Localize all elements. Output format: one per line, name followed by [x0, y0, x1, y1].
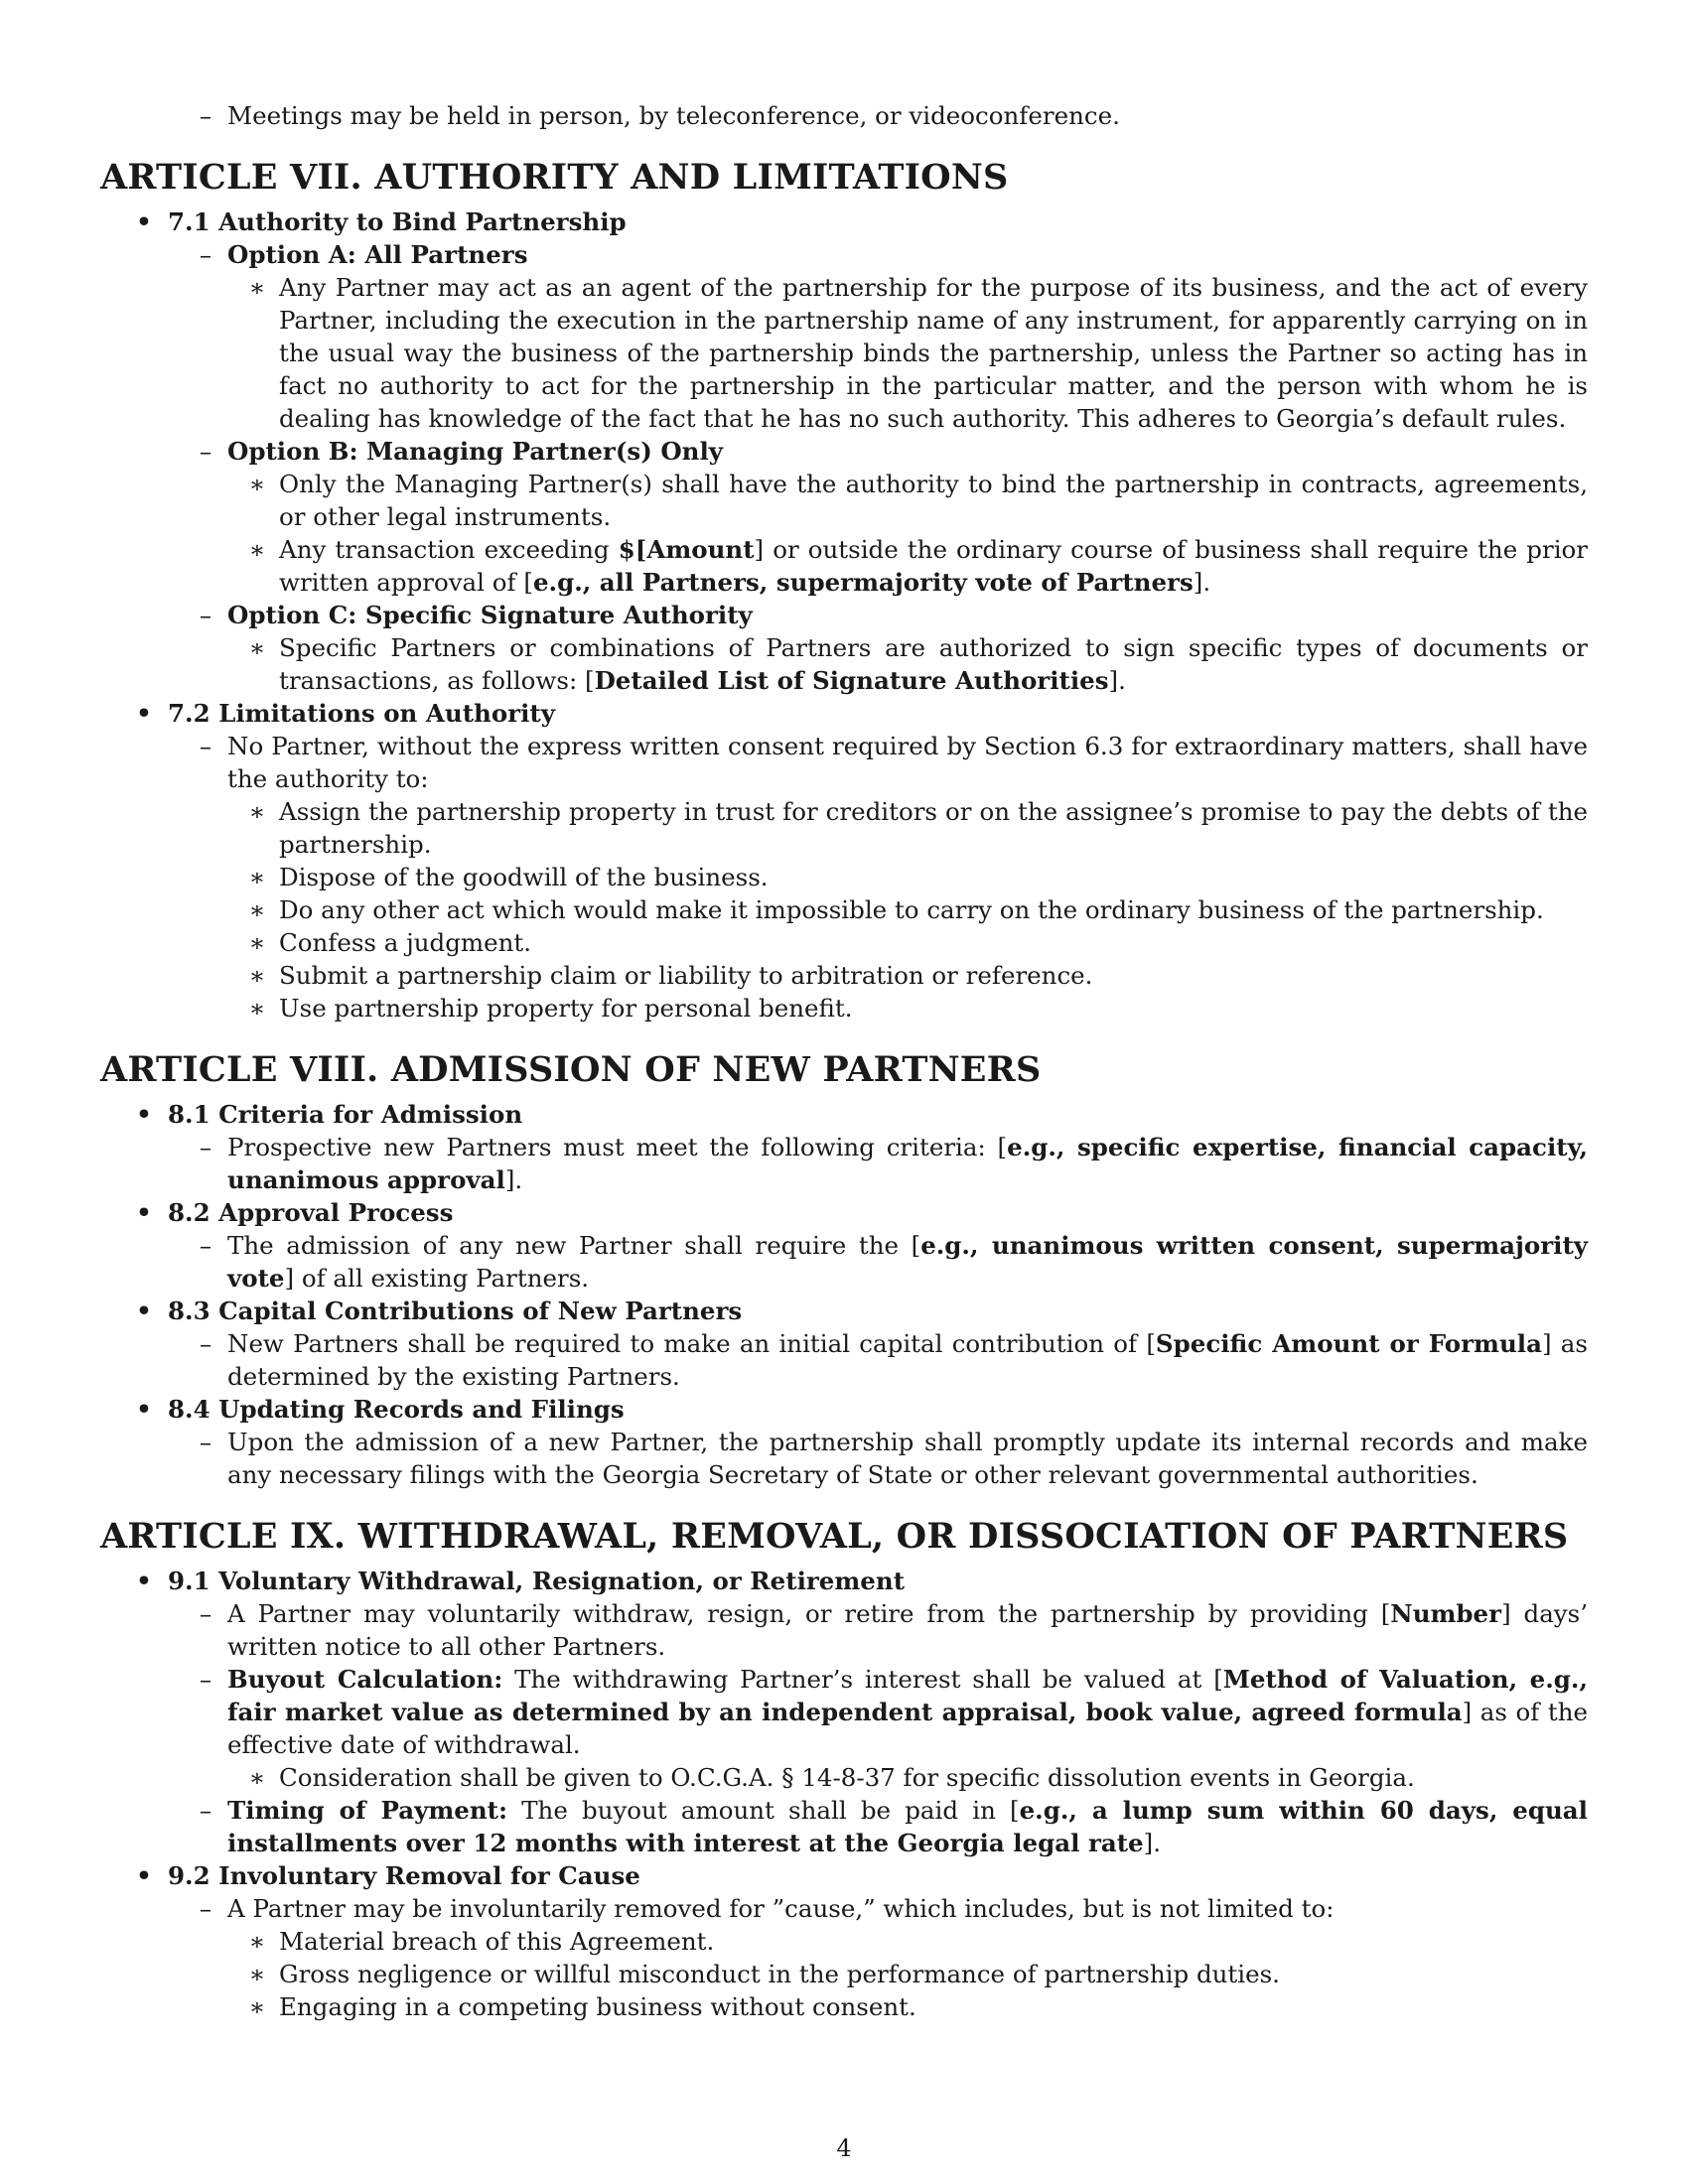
list-item — [100, 1761, 1588, 1794]
consideration-text: Consideration shall be given to O.C.G.A. § 14-8-37 for specific dissolution events in Georgia. — [279, 1763, 1415, 1792]
section-title: 8.2 Approval Process — [168, 1198, 454, 1227]
document-body — [100, 99, 1588, 2023]
placeholder-amount: $[Amount — [618, 535, 755, 564]
list-item — [100, 795, 1588, 861]
text-run: ] or outside the ordinary course of business shall require the prior written approval of [ — [279, 535, 1588, 597]
option-a-text: Any Partner may act as an agent of the partnership for the purpose of its business, and the act of every Partner, including the execution in the partnership name of any instrument, for apparently carrying on in the usual way the business of the partnership binds the partnership, unless the Partner so acting has in fact no authority to act for the partnership in the particular matter, and the person with whom he is dealing has knowledge of the fact that he has no such authority. This adheres to Georgia’s default rules. — [279, 273, 1588, 433]
article-8-heading: ARTICLE VIII. ADMISSION OF NEW PARTNERS — [100, 1049, 1042, 1090]
dash-marker: – — [199, 1231, 212, 1260]
bullet-marker: • — [136, 207, 152, 236]
asterisk-marker: ∗ — [248, 535, 266, 564]
asterisk-marker: ∗ — [248, 928, 266, 957]
cause-item: Material breach of this Agreement. — [279, 1927, 715, 1956]
list-item — [100, 1327, 1588, 1393]
text-run: ] of all existing Partners. — [284, 1264, 590, 1293]
list-item — [100, 1990, 1588, 2023]
text-run: Prospective new Partners must meet the following criteria: [ — [227, 1133, 1008, 1161]
buyout-label: Buyout Calculation: — [227, 1665, 503, 1694]
section-9-1 — [100, 1565, 1588, 1597]
asterisk-marker: ∗ — [248, 1927, 266, 1956]
placeholder-payment-terms: e.g., a lump sum within 60 days, equal installments over 12 months with interest at the Georgia legal rate — [227, 1796, 1588, 1857]
records-text: Upon the admission of a new Partner, the partnership shall promptly update its internal records and make any necessary filings with the Georgia Secretary of State or other relevant governmental authorities. — [227, 1428, 1588, 1489]
asterisk-marker: ∗ — [248, 961, 266, 990]
list-item — [100, 468, 1588, 533]
list-item — [100, 1426, 1588, 1491]
section-9-2 — [100, 1859, 1588, 1892]
list-item — [100, 1663, 1588, 1761]
text-run: A Partner may voluntarily withdraw, resign, or retire from the partnership by providing [ — [227, 1599, 1391, 1628]
list-item — [100, 926, 1588, 959]
list-item — [100, 1794, 1588, 1859]
list-item — [100, 1597, 1588, 1663]
article-7-heading: ARTICLE VII. AUTHORITY AND LIMITATIONS — [100, 157, 1009, 198]
text-run: Specific Partners or combinations of Partners are authorized to sign specific types of documents or transactions, as follows: [ — [279, 633, 1588, 695]
placeholder-approval: e.g., all Partners, supermajority vote of Partners — [532, 568, 1194, 597]
section-title: 9.1 Voluntary Withdrawal, Resignation, or Retirement — [168, 1567, 906, 1595]
list-item — [100, 1229, 1588, 1295]
section-8-4 — [100, 1393, 1588, 1426]
placeholder-approval-process: e.g., unanimous written consent, supermajority vote — [227, 1231, 1588, 1293]
list-item — [100, 959, 1588, 992]
text-run: Any transaction exceeding — [279, 535, 619, 564]
list-item — [100, 893, 1588, 926]
timing-label: Timing of Payment: — [227, 1796, 508, 1825]
bullet-marker: • — [136, 699, 152, 728]
list-item — [100, 1958, 1588, 1990]
list-item — [100, 1892, 1588, 1925]
option-a — [100, 238, 1588, 271]
bullet-marker: • — [136, 1100, 152, 1129]
list-item — [100, 271, 1588, 435]
section-title: 7.2 Limitations on Authority — [168, 699, 555, 728]
text-run: ]. — [1108, 666, 1126, 695]
list-item — [100, 861, 1588, 893]
text-run: The buyout amount shall be paid in [ — [507, 1796, 1020, 1825]
text-run: ] as determined by the existing Partners. — [227, 1329, 1588, 1391]
text-run: The withdrawing Partner’s interest shall be valued at [ — [502, 1665, 1223, 1694]
placeholder-amount-formula: Specific Amount or Formula — [1155, 1329, 1542, 1358]
dash-marker: – — [199, 437, 212, 466]
limitation-item: Submit a partnership claim or liability to arbitration or reference. — [279, 961, 1093, 990]
asterisk-marker: ∗ — [248, 633, 266, 662]
limitation-item: Do any other act which would make it impossible to carry on the ordinary business of the partnership. — [279, 895, 1544, 924]
dash-marker: – — [199, 1329, 212, 1358]
text-run: ]. — [1193, 568, 1211, 597]
dash-marker: – — [199, 1428, 212, 1456]
dash-marker: – — [199, 1133, 212, 1161]
option-title: Option A: All Partners — [227, 240, 528, 269]
limitation-item: Assign the partnership property in trust for creditors or on the assignee’s promise to pay the debts of the partnership. — [279, 797, 1588, 859]
text-run: ] days’ written notice to all other Partners. — [227, 1599, 1588, 1661]
section-title: 8.3 Capital Contributions of New Partners — [168, 1297, 743, 1325]
section-title: 9.2 Involuntary Removal for Cause — [168, 1861, 640, 1890]
cause-item: Gross negligence or willful misconduct in the performance of partnership duties. — [279, 1960, 1280, 1988]
list-item — [100, 992, 1588, 1024]
text-run: ]. — [504, 1165, 523, 1194]
asterisk-marker: ∗ — [248, 895, 266, 924]
option-b-text-1: Only the Managing Partner(s) shall have the authority to bind the partnership in contracts, agreements, or other legal instruments. — [279, 470, 1588, 531]
placeholder-signature-list: Detailed List of Signature Authorities — [594, 666, 1109, 695]
dash-marker: – — [199, 601, 212, 629]
option-b — [100, 435, 1588, 468]
text-run: The admission of any new Partner shall require the [ — [227, 1231, 921, 1260]
list-item — [100, 631, 1588, 697]
limitation-item: Use partnership property for personal benefit. — [279, 994, 853, 1023]
article-9-heading: ARTICLE IX. WITHDRAWAL, REMOVAL, OR DISSOCIATION OF PARTNERS — [100, 1516, 1569, 1557]
asterisk-marker: ∗ — [248, 1992, 266, 2021]
removal-intro: A Partner may be involuntarily removed for ”cause,” which includes, but is not limited to: — [227, 1894, 1335, 1923]
limitations-intro: No Partner, without the express written consent required by Section 6.3 for extraordinary matters, shall have the authority to: — [227, 732, 1588, 793]
section-8-3 — [100, 1295, 1588, 1327]
bullet-marker: • — [136, 1297, 152, 1325]
section-7-1 — [100, 205, 1588, 238]
list-item — [100, 1131, 1588, 1196]
text-run: ]. — [1143, 1829, 1162, 1857]
text-run: ] as of the effective date of withdrawal. — [227, 1698, 1588, 1759]
limitation-item: Confess a judgment. — [279, 928, 532, 957]
option-c — [100, 599, 1588, 631]
dash-marker: – — [199, 101, 212, 130]
bullet-marker: • — [136, 1395, 152, 1424]
section-7-2 — [100, 697, 1588, 730]
asterisk-marker: ∗ — [248, 470, 266, 498]
cause-item: Engaging in a competing business without consent. — [279, 1992, 916, 2021]
option-title: Option C: Specific Signature Authority — [227, 601, 753, 629]
bullet-marker: • — [136, 1861, 152, 1890]
option-title: Option B: Managing Partner(s) Only — [227, 437, 724, 466]
limitation-item: Dispose of the goodwill of the business. — [279, 863, 769, 891]
dash-marker: – — [199, 1599, 212, 1628]
bullet-marker: • — [136, 1198, 152, 1227]
asterisk-marker: ∗ — [248, 863, 266, 891]
dash-marker: – — [199, 1665, 212, 1694]
section-8-1 — [100, 1098, 1588, 1131]
asterisk-marker: ∗ — [248, 1763, 266, 1792]
dash-marker: – — [199, 1894, 212, 1923]
section-title: 8.1 Criteria for Admission — [168, 1100, 523, 1129]
bullet-marker: • — [136, 1567, 152, 1595]
dash-marker: – — [199, 240, 212, 269]
asterisk-marker: ∗ — [248, 797, 266, 826]
placeholder-number: Number — [1390, 1599, 1502, 1628]
asterisk-marker: ∗ — [248, 273, 266, 302]
list-item — [100, 730, 1588, 795]
list-item — [100, 99, 1588, 132]
meetings-text: Meetings may be held in person, by teleconference, or videoconference. — [227, 101, 1120, 130]
list-item — [100, 1925, 1588, 1958]
placeholder-criteria: e.g., specific expertise, financial capacity, unanimous approval — [227, 1133, 1588, 1194]
text-run: New Partners shall be required to make an initial capital contribution of [ — [227, 1329, 1156, 1358]
asterisk-marker: ∗ — [248, 994, 266, 1023]
section-8-2 — [100, 1196, 1588, 1229]
section-title: 7.1 Authority to Bind Partnership — [168, 207, 627, 236]
list-item — [100, 533, 1588, 599]
page-number: 4 — [836, 2134, 852, 2162]
dash-marker: – — [199, 732, 212, 760]
dash-marker: – — [199, 1796, 212, 1825]
section-title: 8.4 Updating Records and Filings — [168, 1395, 625, 1424]
placeholder-valuation: Method of Valuation, e.g., fair market value as determined by an independent appraisal, book value, agreed formula — [227, 1665, 1588, 1726]
asterisk-marker: ∗ — [248, 1960, 266, 1988]
